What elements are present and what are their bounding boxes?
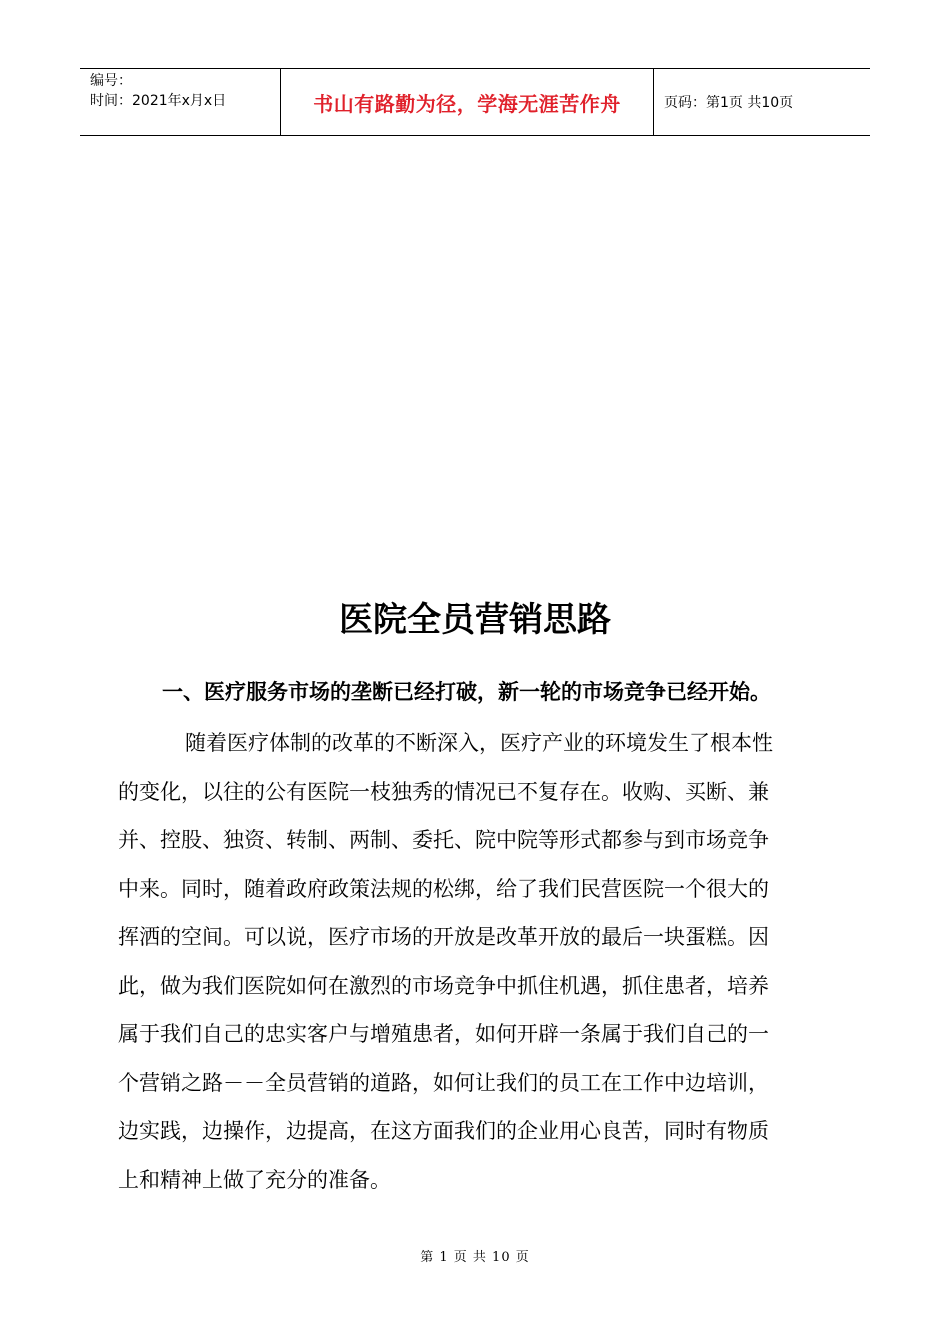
paragraph-line: 上和精神上做了充分的准备。 — [118, 1167, 391, 1192]
paragraph-line: 的变化，以往的公有医院一枝独秀的情况已不复存在。收购、买断、兼 — [118, 779, 769, 804]
paragraph-line: 边实践，边操作，边提高，在这方面我们的企业用心良苦，同时有物质 — [118, 1119, 769, 1143]
paragraph-line: 属于我们自己的忠实客户与增殖患者，如何开辟一条属于我们自己的一 — [118, 1022, 769, 1046]
header-motto-cell — [281, 69, 654, 135]
paragraph-line: 挥洒的空间。可以说，医疗市场的开放是改革开放的最后一块蛋糕。因 — [118, 925, 769, 949]
header-page-cell — [654, 69, 870, 135]
paragraph-line: 个营销之路－－全员营销的道路，如何让我们的员工在工作中边培训， — [118, 1070, 769, 1095]
paragraph-line: 此，做为我们医院如何在激烈的市场竞争中抓住机遇，抓住患者，培养 — [118, 973, 769, 998]
motto-text: 书山有路勤为径，学海无涯苦作舟 — [313, 91, 621, 116]
paragraph-line: 随着医疗体制的改革的不断深入，医疗产业的环境发生了根本性 — [185, 731, 773, 755]
paragraph-line: 并、控股、独资、转制、两制、委托、院中院等形式都参与到市场竞争 — [118, 828, 769, 852]
page-footer: 第 1 页 共 10 页 — [420, 1250, 530, 1265]
body-paragraph — [118, 719, 830, 1204]
document-header — [80, 68, 870, 136]
document-title: 医院全员营销思路 — [339, 600, 611, 640]
section-heading: 一、医疗服务市场的垄断已经打破，新一轮的市场竞争已经开始。 — [162, 680, 771, 704]
header-meta-cell — [80, 69, 281, 135]
page-info: 页码：第1页 共10页 — [664, 95, 794, 111]
time-label: 时间：2021年x月x日 — [90, 93, 227, 109]
number-label: 编号： — [90, 73, 132, 89]
paragraph-line: 中来。同时，随着政府政策法规的松绑，给了我们民营医院一个很大的 — [118, 876, 769, 901]
